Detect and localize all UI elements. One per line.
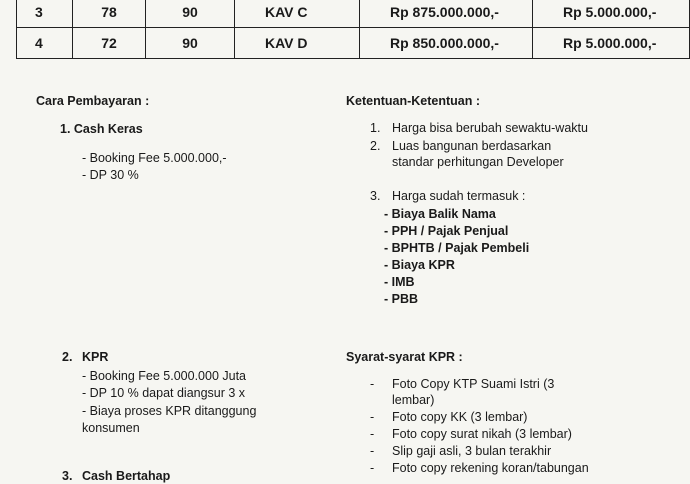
cell-no: 4 (17, 28, 73, 59)
cell-booking: Rp 5.000.000,- (533, 0, 690, 28)
term-text: Harga sudah termasuk : (392, 189, 526, 203)
cash-bertahap-title: Cash Bertahap (82, 469, 171, 483)
list-item: konsumen (82, 421, 140, 435)
requirement-dash: - (370, 410, 375, 424)
cell-kav: KAV C (235, 0, 360, 28)
included-item: - PPH / Pajak Penjual (384, 224, 509, 238)
requirement-dash: - (370, 427, 375, 441)
included-item: - Biaya KPR (384, 258, 455, 272)
kpr-number: 2. (62, 350, 73, 364)
kpr-requirements-heading: Syarat-syarat KPR : (346, 350, 463, 364)
term-text: Luas bangunan berdasarkan (392, 139, 552, 153)
list-item: - Booking Fee 5.000.000,- (82, 151, 227, 165)
cell-lt: 72 (73, 28, 146, 59)
list-item: - Booking Fee 5.000.000 Juta (82, 369, 247, 383)
requirement-dash: - (370, 377, 375, 391)
list-item: - DP 10 % dapat diangsur 3 x (82, 386, 246, 400)
requirement-text: Foto Copy KTP Suami Istri (3 (392, 377, 555, 391)
requirement-dash: - (370, 461, 375, 475)
cell-lt: 78 (73, 0, 146, 28)
cash-keras-title: 1. Cash Keras (60, 122, 143, 136)
cell-kav: KAV D (235, 28, 360, 59)
cell-lb: 90 (146, 28, 235, 59)
list-item: - DP 30 % (82, 168, 139, 182)
kpr-title: KPR (82, 350, 109, 364)
cell-no: 3 (17, 0, 73, 28)
table-row (17, 0, 690, 28)
requirement-text: Foto copy KK (3 lembar) (392, 410, 528, 424)
table-row (17, 28, 690, 59)
requirement-text: Foto copy surat nikah (3 lembar) (392, 427, 572, 441)
terms-heading: Ketentuan-Ketentuan : (346, 94, 481, 108)
requirement-text: lembar) (392, 393, 435, 407)
requirement-dash: - (370, 444, 375, 458)
term-number: 1. (370, 121, 381, 135)
cell-booking: Rp 5.000.000,- (533, 28, 690, 59)
term-text: standar perhitungan Developer (392, 155, 564, 169)
requirement-text: Slip gaji asli, 3 bulan terakhir (392, 444, 552, 458)
included-item: - IMB (384, 275, 415, 289)
term-number: 3. (370, 189, 381, 203)
cash-bertahap-number: 3. (62, 469, 73, 483)
term-number: 2. (370, 139, 381, 153)
included-item: - BPHTB / Pajak Pembeli (384, 241, 530, 255)
price-table (16, 0, 690, 59)
list-item: - Biaya proses KPR ditanggung (82, 404, 257, 418)
term-text: Harga bisa berubah sewaktu-waktu (392, 121, 588, 135)
cell-lb: 90 (146, 0, 235, 28)
cell-harga: Rp 875.000.000,- (360, 0, 533, 28)
included-item: - PBB (384, 292, 419, 306)
included-item: - Biaya Balik Nama (384, 207, 496, 221)
requirement-text: Foto copy rekening koran/tabungan (392, 461, 589, 475)
payment-heading: Cara Pembayaran : (36, 94, 150, 108)
cell-harga: Rp 850.000.000,- (360, 28, 533, 59)
